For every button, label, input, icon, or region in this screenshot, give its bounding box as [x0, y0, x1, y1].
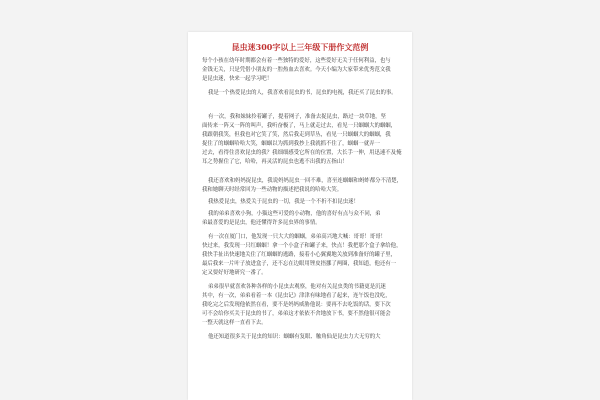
text-line: 快过来，我发现一只红蝈蝈！拿一个小盒子和罐子来，快点！我把那个盒子拿给他，: [202, 243, 402, 249]
text-line: 弟最喜爱的是昆虫，他还懂得许多昆虫界的事情。: [202, 220, 321, 226]
text-line: 定又要好好地研究一番了。: [202, 270, 267, 276]
text-line: 我热爱昆虫，热爱关于昆虫的一切，我是一个不折不扣昆虫迷！: [208, 199, 359, 205]
text-line: 过去，看得住喜欢昆虫的我？我细细感受它所在的位置，大长手一伸，用迅速不及掩: [202, 150, 402, 156]
document-title: 昆虫迷300字以上三年级下册作文范例: [231, 42, 369, 52]
document-page: [188, 32, 412, 400]
text-line: 最后我来一片叶子放进盒子，还不忘在边眼用锉皮捂挪了两圈，我知道，他还有一: [202, 261, 397, 267]
text-line: 我吃完之后发现他依然在看，要不是妈妈威胁他说：要再不去吃饭的话，要下次: [202, 302, 391, 308]
text-line: 我和她聊天时经常回为一些动物的描述把我说的哈哈大笑。: [202, 187, 343, 193]
text-line: 有一次，我和妹妹拎着罐子，提着网子，准备去捉昆虫，路过一块草地，坚: [208, 114, 386, 120]
text-line: 他还知道很多关于昆虫的知识：蝈蝈有复眼、触角仙是昆虫力大无穷的大: [208, 334, 381, 340]
text-line: 弟弟很早就喜欢各种各样的小昆虫去观察，他对有关昆虫类的书籍更是沉迷: [208, 284, 386, 290]
text-line: 一整天就这样一直看下去。: [202, 320, 267, 326]
text-line: 金钱无关，只是凭借小朋友的一腔热血去喜欢。今天小编为大家带来优秀范文我: [202, 67, 391, 73]
text-line: 我的弟弟喜欢小狗，小猫这些可爱的小动物，他的喜好有点与众不同，弟: [208, 211, 381, 217]
text-line: 是昆虫迷，快来一起学习吧！: [202, 76, 273, 82]
text-line: 我跟朝我笑，但我也对它笑了笑，然后我走到草丛，看见一只蝈蝈大的蝈蝈，我: [202, 132, 391, 138]
text-line: 面传来一阵又一阵的叫声，我听奋极了，马上就走过去，看见一只蝈蝈大的蝈蝈，: [202, 123, 397, 129]
text-line: 我还喜欢和妈妈捉昆虫，我说妈妈昆虫一回不难，喜至连蝈蝈和蚂蚱都分不清楚，: [208, 178, 403, 184]
text-line: 耳之势握住了它，哈哈，再灵活的昆虫也逃不出我的五指山！: [202, 159, 348, 165]
text-line: 有一次在厦门口，他发现一只大大的蝈蝈，弟弟高兴地大喊：哥哥！哥哥！: [208, 234, 386, 240]
text-line: 我是一个热爱昆虫的人，我喜欢看昆虫的书，昆虫的电视，我还买了昆虫的事。: [208, 90, 397, 96]
text-line: 捉住了的蝈蝈哈哈大笑，蝈蝈以为抓到我抄上我就抓不住了，蝈蝈一就弄一: [202, 141, 380, 147]
text-line: 其中，有一次，弟弟看着一本《昆虫记》津津有味地看了起来，连午饭也没吃，: [202, 293, 391, 299]
text-line: 我快手扯出快速地关住了红蝈蝈的逃路，接着小心翼翼地关放到准备好的罐子里，: [202, 252, 397, 258]
text-line: 每个小孩在幼年时期都会有着一些独特的爱好，这些爱好无关于任何利益，也与: [202, 58, 391, 64]
text-line: 可不会给你买关于昆虫的书了，弟弟这才依依不舍地放下书，要不然他很可能会: [202, 311, 391, 317]
